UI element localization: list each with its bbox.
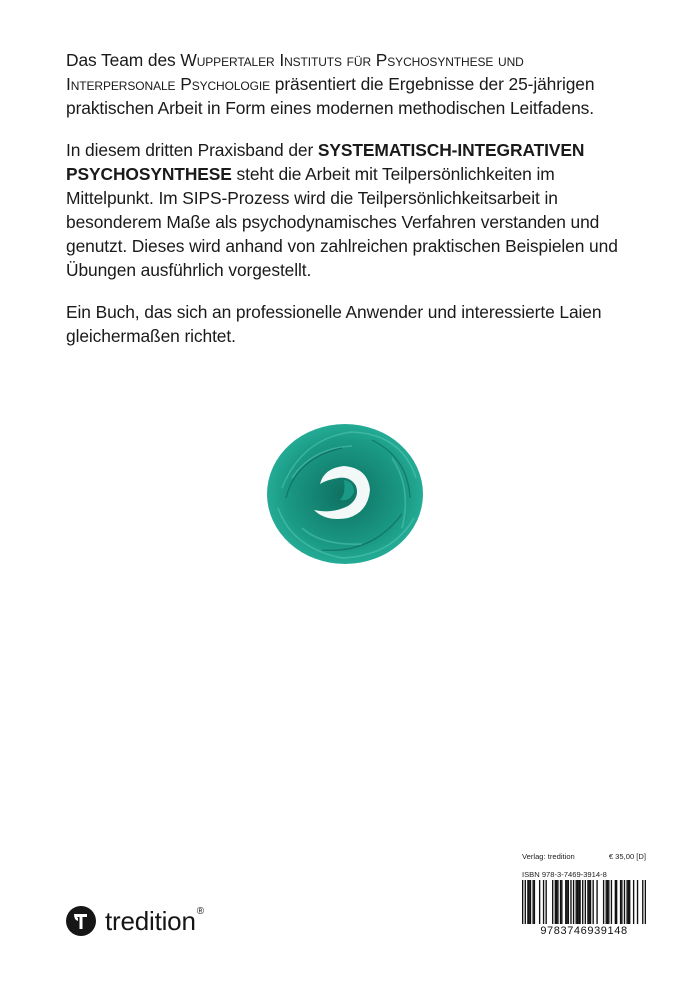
barcode-bar — [620, 880, 621, 924]
barcode-bar — [616, 880, 617, 924]
barcode-bar — [573, 880, 574, 924]
imprint-block — [522, 852, 646, 880]
registered-mark: ® — [196, 905, 204, 917]
barcode-bar — [633, 880, 634, 924]
barcode-bar — [525, 880, 526, 924]
barcode-digits: 9783746939148 — [540, 925, 628, 937]
barcode-bar — [587, 880, 588, 924]
publisher-label: Verlag: tredition — [522, 852, 575, 861]
paragraph-description — [66, 138, 626, 282]
barcode-bar — [645, 880, 646, 924]
green-spiral-icon — [262, 418, 428, 568]
barcode-bar — [527, 880, 528, 924]
barcode-bar — [557, 880, 558, 924]
description-rest: steht die Arbeit mit Teilpersönlichkeiten im Mittelpunkt. Im SIPS-Prozess wird die Teilpersönlichkeitsarbeit in besonderem Maße als psychodynamisches Verfahren verstanden und genutzt. Dieses wird anhand von zahlreichen praktischen Beispielen und Übungen ausführlich vorgestellt. — [66, 164, 618, 280]
intro-lead: Das Team des — [66, 50, 181, 70]
barcode-bar — [642, 880, 643, 924]
barcode-bar — [637, 880, 638, 924]
price: € 35,00 [D] — [608, 852, 646, 861]
barcode-bar — [539, 880, 540, 924]
barcode-bar — [585, 880, 586, 924]
isbn-text: ISBN 978-3-7469-3914-8 — [522, 870, 607, 879]
barcode-bar — [555, 880, 556, 924]
publisher-name-text: tredition — [105, 905, 196, 936]
barcode — [522, 880, 646, 926]
barcode-bar — [608, 880, 609, 924]
publisher-name — [105, 906, 204, 937]
barcode-bar — [629, 880, 630, 924]
institute-name: Wuppertaler Instituts für Psychosynthese und Interpersonale Psychologie — [66, 50, 524, 94]
barcode-bar — [522, 880, 523, 924]
description-lead: In diesem dritten Praxisband der — [66, 140, 318, 160]
barcode-bar — [606, 880, 607, 924]
paragraph-audience: Ein Buch, das sich an professionelle Anwender und interessierte Laien gleichermaßen richtet. — [66, 302, 602, 346]
barcode-bar — [545, 880, 546, 924]
barcode-bar — [578, 880, 579, 924]
barcode-bar — [596, 880, 597, 924]
paragraph-intro — [66, 48, 626, 120]
tredition-logo-icon — [66, 906, 96, 936]
barcode-bar — [621, 880, 622, 924]
barcode-bar — [579, 880, 580, 924]
intro-rest: präsentiert die Ergebnisse der 25-jährigen praktischen Arbeit in Form eines modernen methodischen Leitfadens. — [66, 74, 595, 118]
barcode-bar — [566, 880, 567, 924]
barcode-bar — [556, 880, 557, 924]
barcode-bar — [534, 880, 535, 924]
publisher-logo — [66, 904, 204, 938]
barcode-bar — [624, 880, 625, 924]
barcode-bar — [603, 880, 604, 924]
barcode-bar — [530, 880, 531, 924]
barcode-bar — [543, 880, 544, 924]
publisher-price-line — [522, 852, 646, 862]
barcode-bar — [592, 880, 593, 924]
barcode-bar — [560, 880, 561, 924]
barcode-bar — [565, 880, 566, 924]
barcode-bar — [628, 880, 629, 924]
barcode-bar — [582, 880, 583, 924]
barcode-bar — [576, 880, 577, 924]
method-title: SYSTEMATISCH-INTEGRATIVEN PSYCHOSYNTHESE — [66, 140, 585, 184]
barcode-bar — [532, 880, 533, 924]
barcode-bar — [529, 880, 530, 924]
barcode-bar — [611, 880, 612, 924]
barcode-bar — [615, 880, 616, 924]
barcode-bar — [626, 880, 627, 924]
barcode-bar — [552, 880, 553, 924]
barcode-bar — [570, 880, 571, 924]
barcode-bar — [577, 880, 578, 924]
barcode-bar — [561, 880, 562, 924]
barcode-bar — [590, 880, 591, 924]
barcode-bar — [607, 880, 608, 924]
back-cover-text — [66, 48, 626, 366]
barcode-bar — [589, 880, 590, 924]
barcode-bar — [568, 880, 569, 924]
